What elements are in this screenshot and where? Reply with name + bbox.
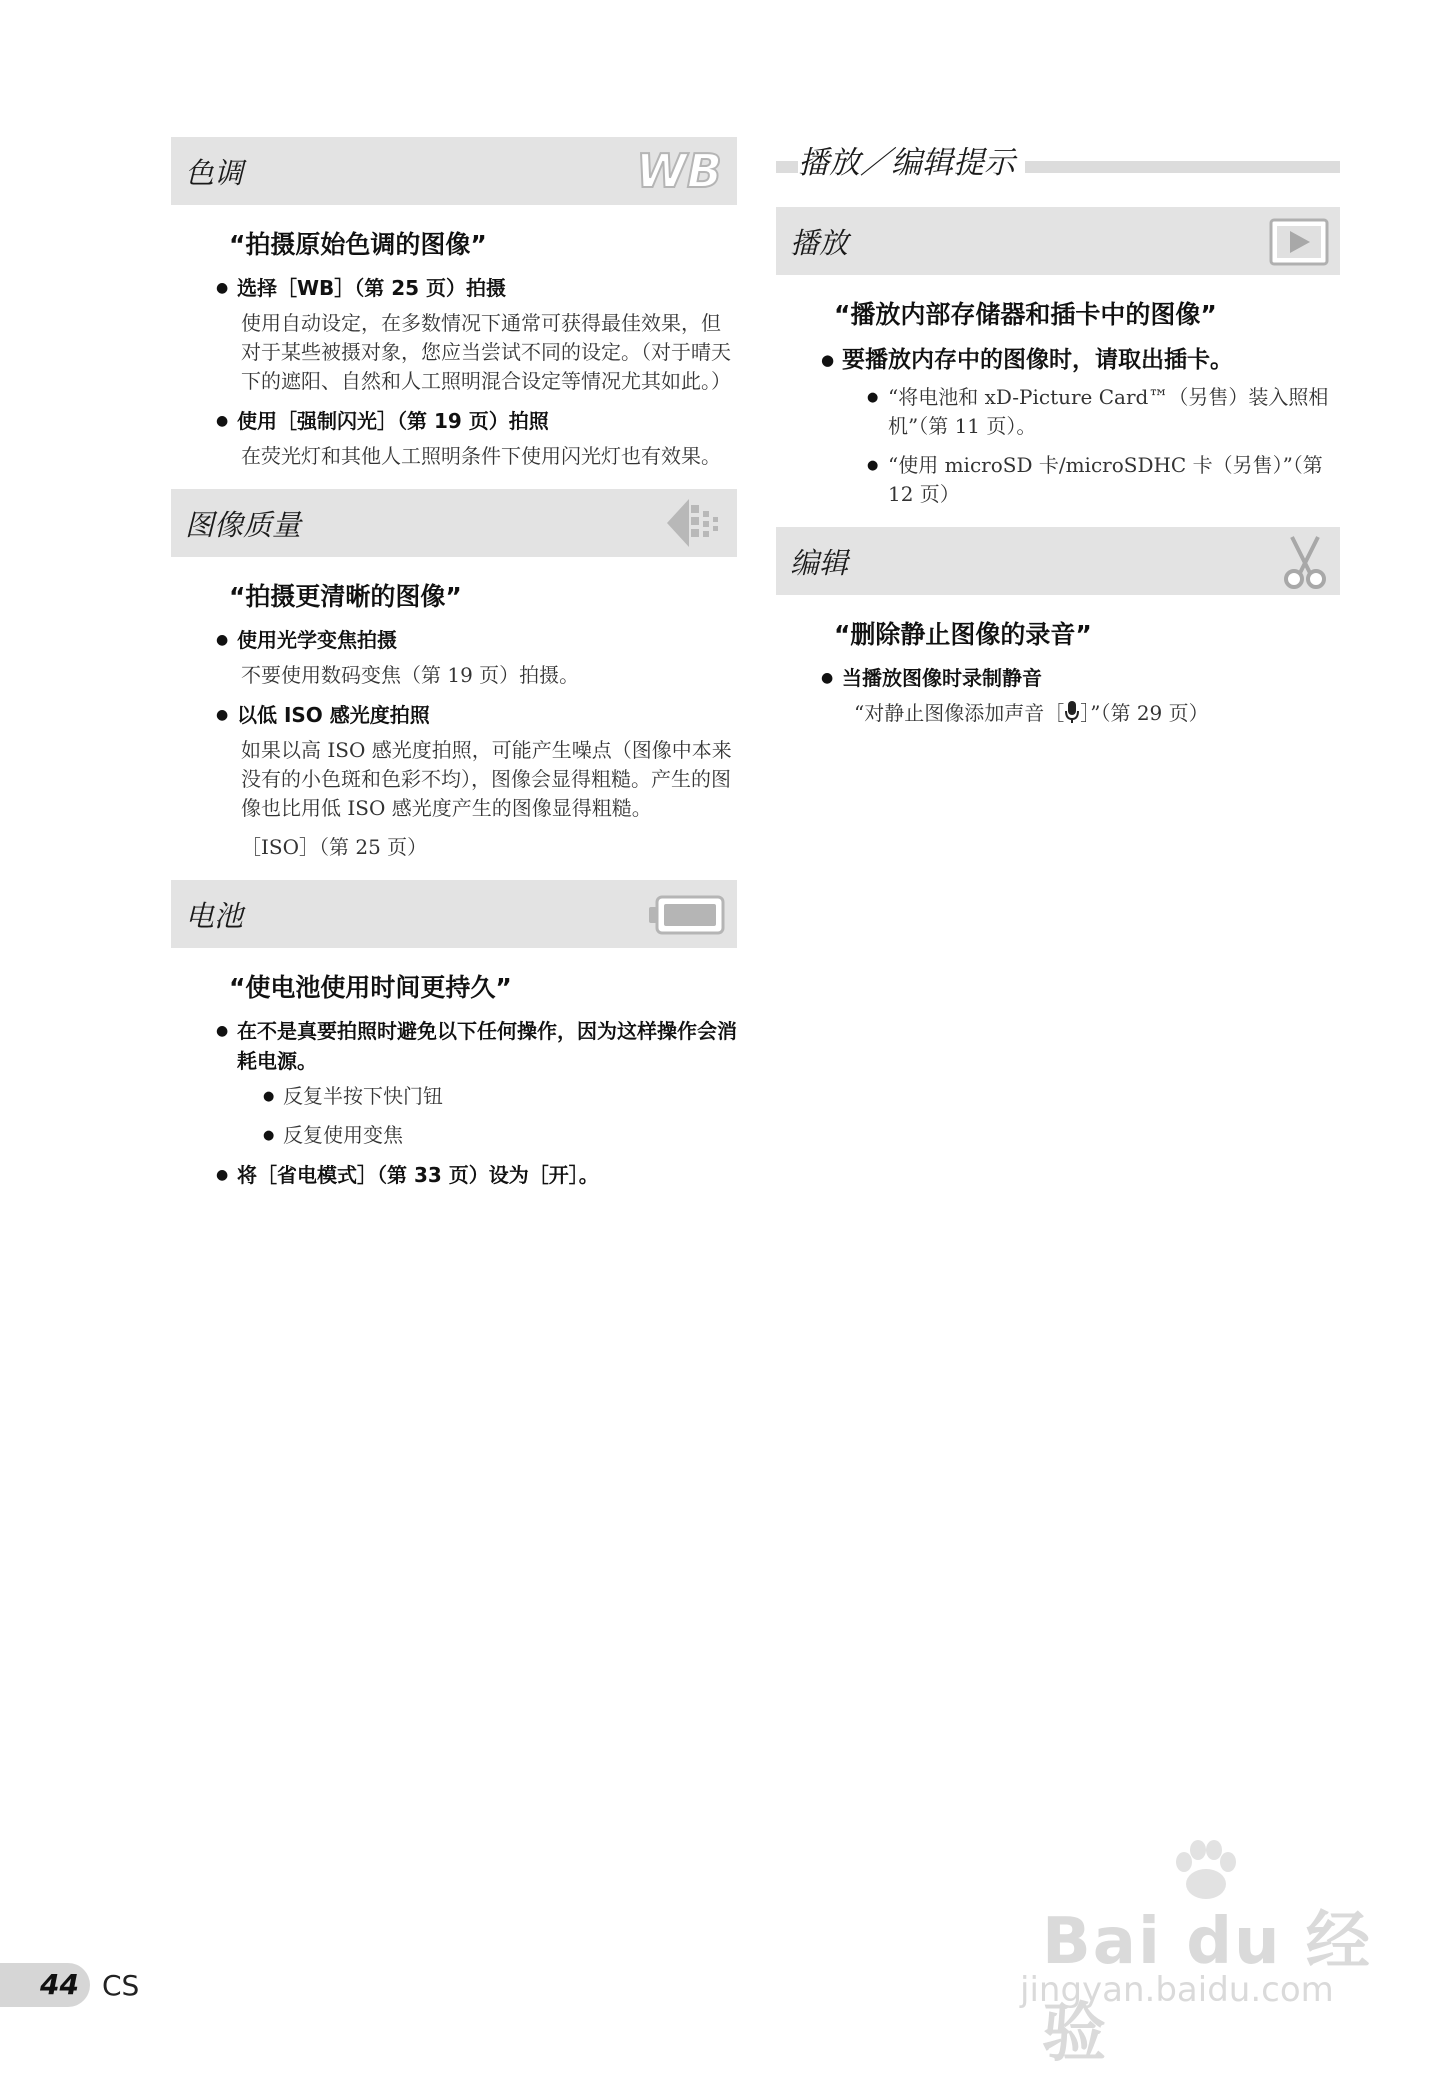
bullet-item: ● 以低 ISO 感光度拍照 — [171, 700, 737, 730]
section-header — [171, 137, 737, 205]
language-code: CS — [102, 1969, 140, 2002]
section-title: 电池 — [185, 899, 244, 933]
watermark-brand: Bai du 经验 — [1042, 1905, 1372, 2071]
bullet-item: ● 将［省电模式］（第 33 页）设为［开］。 — [171, 1160, 737, 1190]
section-playback — [776, 207, 1340, 509]
microphone-icon — [1064, 700, 1080, 732]
paragraph: 在荧光灯和其他人工照明条件下使用闪光灯也有效果。 — [241, 444, 721, 468]
section-title: 色调 — [185, 156, 244, 190]
watermark — [1020, 1840, 1380, 2071]
paragraph: ［ISO］（第 25 页） — [241, 835, 428, 859]
sub-bullet-item: ● 反复使用变焦 — [171, 1121, 737, 1150]
section-header — [776, 527, 1340, 595]
section-header — [171, 489, 737, 557]
tips-title: 播放／编辑提示 — [798, 137, 1025, 182]
sub-bullet-item: ● 反复半按下快门钮 — [171, 1082, 737, 1111]
section-image-quality — [171, 489, 737, 862]
play-icon — [1268, 217, 1330, 271]
paragraph — [854, 699, 1340, 732]
section-title: 图像质量 — [185, 508, 302, 542]
paragraph: 不要使用数码变焦（第 19 页）拍摄。 — [241, 663, 580, 687]
section-quote: “拍摄原始色调的图像” — [229, 230, 487, 259]
paragraph-text-b: ］”（第 29 页） — [1080, 701, 1209, 725]
sub-bullet-item: ● “使用 microSD 卡/microSDHC 卡（另售）”（第 12 页） — [776, 451, 1340, 509]
bullet-item: ● 使用光学变焦拍摄 — [171, 625, 737, 655]
battery-icon — [647, 894, 727, 940]
svg-text:WB: WB — [636, 145, 722, 195]
sub-bullet-item: ● “将电池和 xD-Picture Card™（另售）装入照相机”（第 11 页）。 — [776, 383, 1340, 441]
image-quality-icon — [663, 495, 727, 555]
section-header — [171, 880, 737, 948]
bullet-item: ● 使用［强制闪光］（第 19 页）拍照 — [171, 406, 737, 436]
left-column — [171, 137, 737, 1208]
section-quote: “使电池使用时间更持久” — [229, 973, 512, 1002]
wb-icon — [631, 145, 727, 199]
bullet-item: ● 要播放内存中的图像时，请取出插卡。 — [776, 343, 1340, 377]
section-header — [776, 207, 1340, 275]
right-column — [776, 137, 1340, 750]
page-number: 44 — [40, 1968, 79, 2001]
section-battery — [171, 880, 737, 1190]
bullet-item: ● 当播放图像时录制静音 — [776, 663, 1340, 693]
bullet-item: ● 在不是真要拍照时避免以下任何操作，因为这样操作会消耗电源。 — [171, 1016, 737, 1076]
section-edit — [776, 527, 1340, 732]
section-title: 播放 — [790, 226, 849, 260]
section-title: 编辑 — [790, 546, 849, 580]
section-white-balance — [171, 137, 737, 471]
watermark-url: jingyan.baidu.com — [1020, 1970, 1334, 2010]
paragraph: 如果以高 ISO 感光度拍照，可能产生噪点（图像中本来没有的小色斑和色彩不均），图像会显得粗糙。产生的图像也比用低 ISO 感光度产生的图像显得粗糙。 — [241, 738, 732, 820]
scissors-icon — [1280, 533, 1330, 595]
section-quote: “删除静止图像的录音” — [834, 620, 1092, 649]
tips-header — [776, 137, 1340, 207]
bullet-item: ● 选择［WB］（第 25 页）拍摄 — [171, 273, 737, 303]
section-quote: “拍摄更清晰的图像” — [229, 582, 462, 611]
paragraph-text-a: “对静止图像添加声音［ — [854, 701, 1065, 725]
section-quote: “播放内部存储器和插卡中的图像” — [834, 300, 1217, 329]
paragraph: 使用自动设定，在多数情况下通常可获得最佳效果，但对于某些被摄对象，您应当尝试不同的设定。（对于晴天下的遮阳、自然和人工照明混合设定等情况尤其如此。） — [241, 311, 731, 393]
